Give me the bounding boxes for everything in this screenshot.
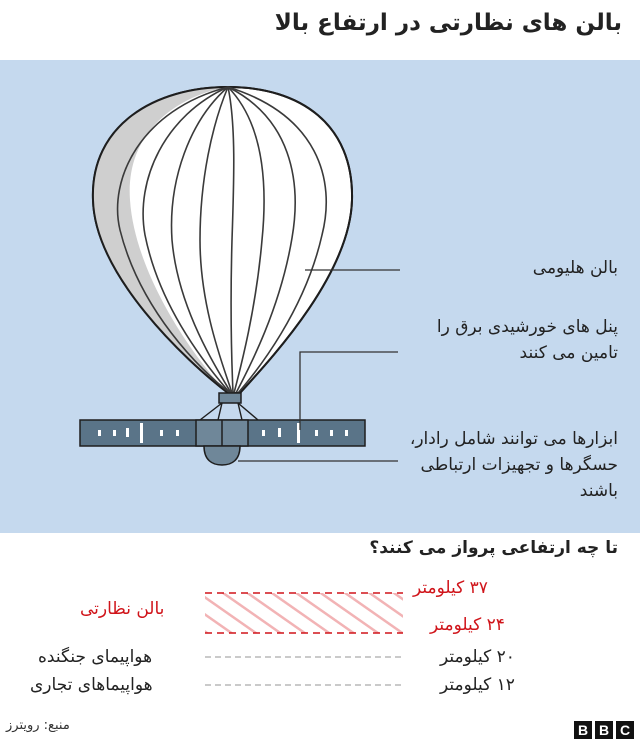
airliner-altitude-label: ۱۲ کیلومتر — [440, 675, 515, 695]
balloon-max-label: ۳۷ کیلومتر — [413, 578, 488, 598]
solar-panel-array — [80, 420, 365, 446]
page-title: بالن های نظارتی در ارتفاع بالا — [274, 10, 622, 36]
diagram-panel — [0, 60, 640, 533]
logo-letter: C — [616, 721, 634, 739]
callout-instruments: ابزارها می توانند شامل رادار، حسگرها و تجهیزات ارتباطی باشند — [409, 429, 618, 501]
balloon-min-label: ۲۴ کیلومتر — [430, 615, 505, 635]
logo-letter: B — [574, 721, 592, 739]
fighter-label: هواپیمای جنگنده — [38, 647, 153, 667]
instrument-pod — [204, 446, 240, 465]
fighter-altitude-label: ۲۰ کیلومتر — [440, 647, 515, 667]
callout-solar-panels: پنل های خورشیدی برق را تامین می کنند — [436, 317, 618, 363]
balloon-altitude-range — [205, 593, 403, 633]
leader-line-solar — [300, 352, 398, 430]
helium-balloon-shape — [93, 87, 352, 420]
logo-letter: B — [595, 721, 613, 739]
balloon-type-label: بالن نظارتی — [80, 599, 165, 619]
airliner-label: هواپیماهای تجاری — [30, 675, 153, 695]
source-note: منبع: رویترز — [6, 718, 70, 733]
altitude-section-title: تا چه ارتفاعی پرواز می کنند؟ — [369, 538, 618, 558]
bbc-logo — [574, 721, 634, 739]
callout-helium-balloon: بالن هلیومی — [532, 258, 618, 278]
